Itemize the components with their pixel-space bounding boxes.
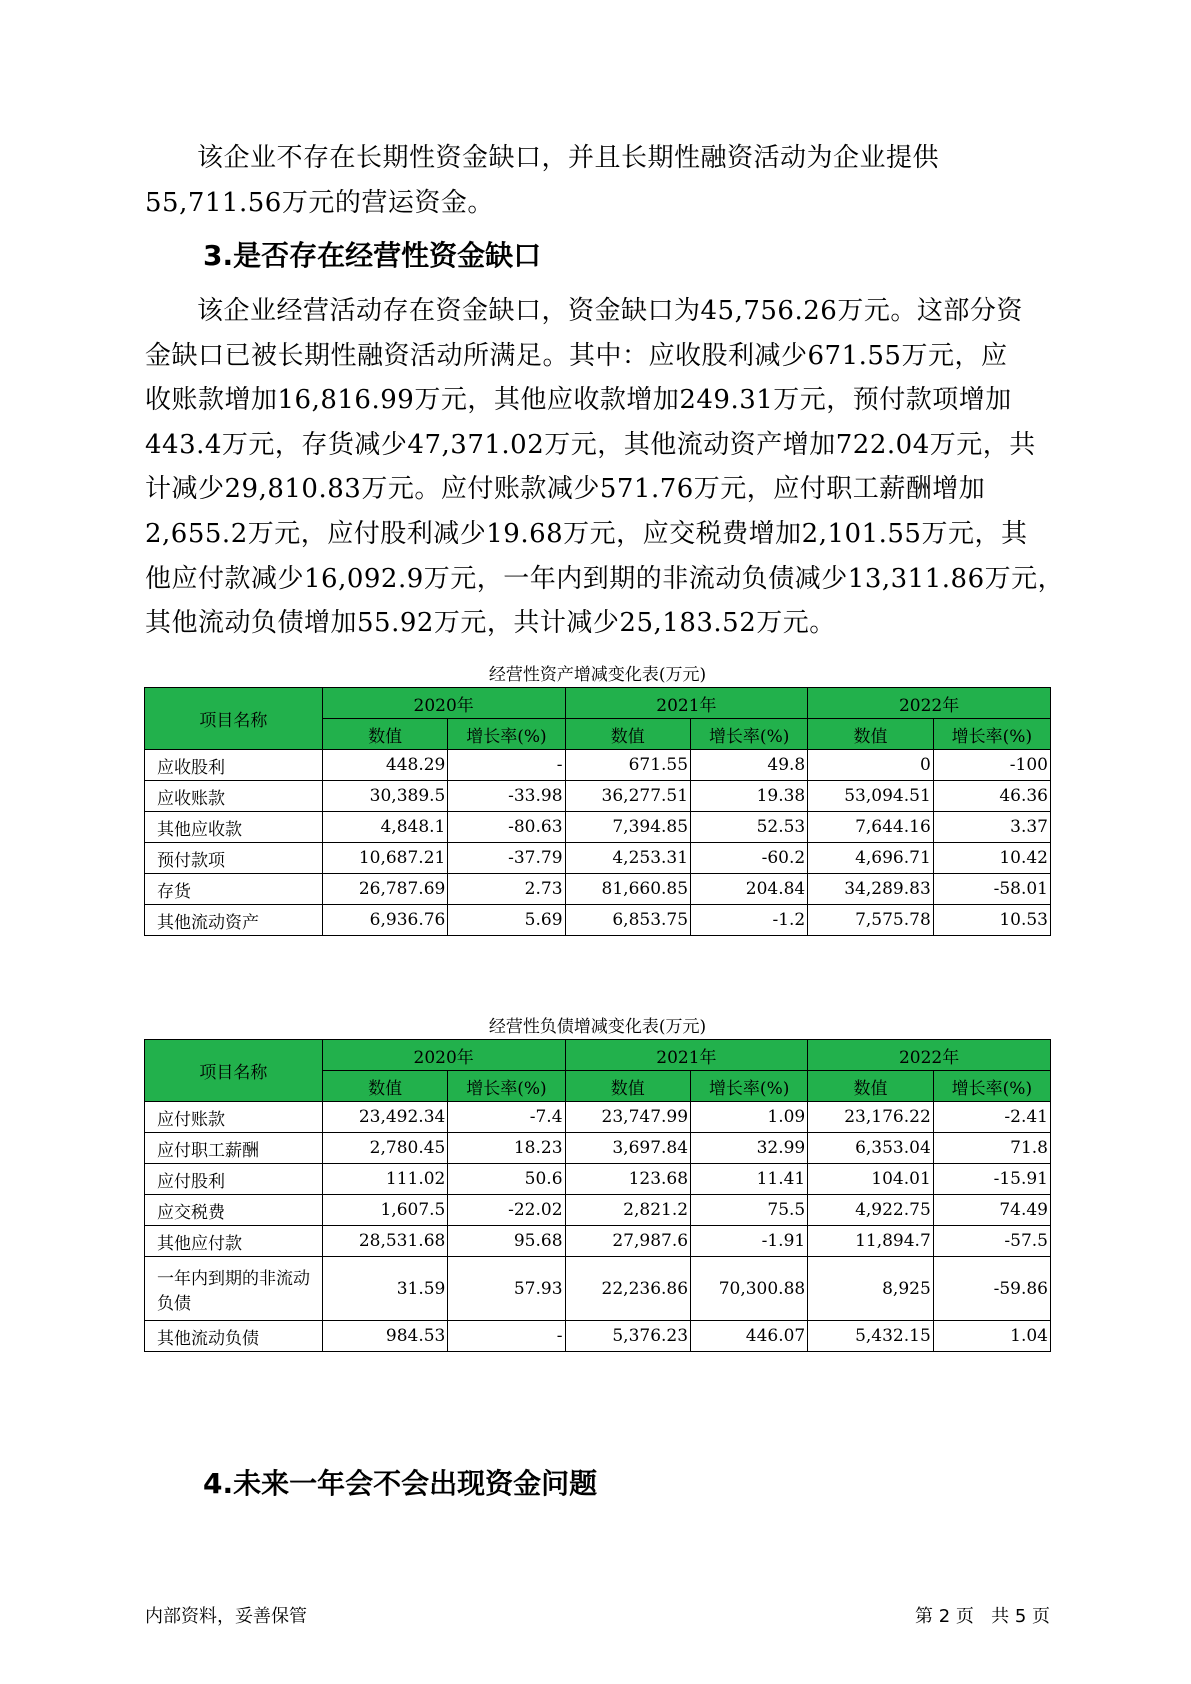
table-row	[145, 1164, 1051, 1195]
cell: 52.53	[691, 812, 808, 843]
row-label: 其他应付款	[145, 1226, 323, 1257]
table-row	[145, 874, 1051, 905]
cell: -80.63	[448, 812, 565, 843]
cell: 2.73	[448, 874, 565, 905]
cell: -22.02	[448, 1195, 565, 1226]
cell: 81,660.85	[565, 874, 691, 905]
paragraph-line: 其他流动负债增加55.92万元，共计减少25,183.52万元。	[145, 608, 836, 639]
row-label: 其他应收款	[145, 812, 323, 843]
table-row	[145, 1195, 1051, 1226]
subheader-rate: 增长率(%)	[448, 1071, 565, 1102]
year-header: 2022年	[808, 688, 1051, 719]
paragraph-long-term	[145, 136, 1050, 225]
cell: 22,236.86	[565, 1257, 691, 1321]
row-label: 其他流动负债	[145, 1321, 323, 1352]
cell: 6,353.04	[808, 1133, 934, 1164]
year-header: 2020年	[322, 688, 565, 719]
cell: 4,848.1	[322, 812, 448, 843]
cell: 11.41	[691, 1164, 808, 1195]
cell: 5,432.15	[808, 1321, 934, 1352]
cell: 70,300.88	[691, 1257, 808, 1321]
row-label: 其他流动资产	[145, 905, 323, 936]
cell: 0	[808, 750, 934, 781]
subheader-rate: 增长率(%)	[933, 1071, 1050, 1102]
table-caption: 经营性资产增减变化表(万元)	[488, 665, 707, 685]
column-header-item-name: 项目名称	[145, 1040, 323, 1102]
cell: 36,277.51	[565, 781, 691, 812]
cell: 7,644.16	[808, 812, 934, 843]
subheader-value: 数值	[565, 719, 691, 750]
year-header: 2020年	[322, 1040, 565, 1071]
cell: 204.84	[691, 874, 808, 905]
section-heading-4: 4.未来一年会不会出现资金问题	[203, 1467, 598, 1500]
cell: 23,176.22	[808, 1102, 934, 1133]
cell: 448.29	[322, 750, 448, 781]
paragraph-line: 443.4万元，存货减少47,371.02万元，其他流动资产增加722.04万元，共	[145, 429, 1036, 460]
table-row	[145, 781, 1051, 812]
cell: 18.23	[448, 1133, 565, 1164]
paragraph-line: 该企业不存在长期性资金缺口，并且长期性融资活动为企业提供	[197, 143, 940, 173]
cell: 123.68	[565, 1164, 691, 1195]
cell: 7,575.78	[808, 905, 934, 936]
cell: 19.38	[691, 781, 808, 812]
cell: 5,376.23	[565, 1321, 691, 1352]
section-heading-3: 3.是否存在经营性资金缺口	[203, 239, 542, 272]
cell: 2,780.45	[322, 1133, 448, 1164]
table-row	[145, 905, 1051, 936]
cell: 6,853.75	[565, 905, 691, 936]
cell: 671.55	[565, 750, 691, 781]
cell: 3,697.84	[565, 1133, 691, 1164]
cell: 10.42	[933, 843, 1050, 874]
subheader-rate: 增长率(%)	[691, 719, 808, 750]
table-row	[145, 1102, 1051, 1133]
year-header: 2022年	[808, 1040, 1051, 1071]
cell: 57.93	[448, 1257, 565, 1321]
row-label: 应付股利	[145, 1164, 323, 1195]
cell: 104.01	[808, 1164, 934, 1195]
cell: -	[448, 750, 565, 781]
cell: 8,925	[808, 1257, 934, 1321]
subheader-value: 数值	[322, 1071, 448, 1102]
cell: 34,289.83	[808, 874, 934, 905]
paragraph-line: 计减少29,810.83万元。应付账款减少571.76万元，应付职工薪酬增加	[145, 474, 986, 505]
table-row	[145, 843, 1051, 874]
table-row	[145, 1321, 1051, 1352]
cell: 6,936.76	[322, 905, 448, 936]
cell: -59.86	[933, 1257, 1050, 1321]
cell: 10,687.21	[322, 843, 448, 874]
cell: 71.8	[933, 1133, 1050, 1164]
cell: -15.91	[933, 1164, 1050, 1195]
cell: -58.01	[933, 874, 1050, 905]
cell: -100	[933, 750, 1050, 781]
row-label: 应交税费	[145, 1195, 323, 1226]
cell: 1.09	[691, 1102, 808, 1133]
cell: 27,987.6	[565, 1226, 691, 1257]
cell: 26,787.69	[322, 874, 448, 905]
cell: 4,696.71	[808, 843, 934, 874]
cell: -37.79	[448, 843, 565, 874]
table-row	[145, 1257, 1051, 1321]
cell: 75.5	[691, 1195, 808, 1226]
cell: 53,094.51	[808, 781, 934, 812]
cell: 28,531.68	[322, 1226, 448, 1257]
row-label: 预付款项	[145, 843, 323, 874]
cell: 1.04	[933, 1321, 1050, 1352]
cell: 10.53	[933, 905, 1050, 936]
table-row	[145, 1226, 1051, 1257]
cell: 4,253.31	[565, 843, 691, 874]
paragraph-line: 该企业经营活动存在资金缺口，资金缺口为45,756.26万元。这部分资	[197, 296, 1023, 326]
cell: 111.02	[322, 1164, 448, 1195]
table-row	[145, 750, 1051, 781]
operating-liabilities-table	[144, 1039, 1051, 1352]
cell: 984.53	[322, 1321, 448, 1352]
cell: 74.49	[933, 1195, 1050, 1226]
cell: 1,607.5	[322, 1195, 448, 1226]
paragraph-line: 他应付款减少16,092.9万元，一年内到期的非流动负债减少13,311.86万元，	[145, 563, 1065, 594]
page-number: 第 2 页 共 5 页	[915, 1606, 1050, 1627]
cell: -	[448, 1321, 565, 1352]
row-label: 应付职工薪酬	[145, 1133, 323, 1164]
cell: -57.5	[933, 1226, 1050, 1257]
column-header-item-name: 项目名称	[145, 688, 323, 750]
operating-assets-table	[144, 687, 1051, 936]
paragraph-line: 55,711.56万元的营运资金。	[145, 187, 494, 218]
cell: 446.07	[691, 1321, 808, 1352]
cell: 49.8	[691, 750, 808, 781]
subheader-rate: 增长率(%)	[933, 719, 1050, 750]
cell: 31.59	[322, 1257, 448, 1321]
cell: 30,389.5	[322, 781, 448, 812]
year-header: 2021年	[565, 688, 808, 719]
cell: -1.91	[691, 1226, 808, 1257]
cell: 3.37	[933, 812, 1050, 843]
paragraph-operating-gap	[145, 289, 1065, 646]
subheader-rate: 增长率(%)	[448, 719, 565, 750]
year-header: 2021年	[565, 1040, 808, 1071]
cell: -1.2	[691, 905, 808, 936]
cell: -7.4	[448, 1102, 565, 1133]
cell: 5.69	[448, 905, 565, 936]
cell: -33.98	[448, 781, 565, 812]
cell: 4,922.75	[808, 1195, 934, 1226]
subheader-value: 数值	[808, 719, 934, 750]
table-row	[145, 1133, 1051, 1164]
row-label: 存货	[145, 874, 323, 905]
subheader-value: 数值	[808, 1071, 934, 1102]
paragraph-line: 收账款增加16,816.99万元，其他应收款增加249.31万元，预付款项增加	[145, 385, 1012, 416]
paragraph-line: 2,655.2万元，应付股利减少19.68万元，应交税费增加2,101.55万元，其	[145, 518, 1028, 549]
cell: 50.6	[448, 1164, 565, 1195]
cell: 32.99	[691, 1133, 808, 1164]
cell: 2,821.2	[565, 1195, 691, 1226]
row-label: 应付账款	[145, 1102, 323, 1133]
footer-note: 内部资料，妥善保管	[145, 1606, 307, 1627]
row-label: 一年内到期的非流动负债	[145, 1257, 323, 1321]
cell: 46.36	[933, 781, 1050, 812]
cell: 23,492.34	[322, 1102, 448, 1133]
row-label: 应收账款	[145, 781, 323, 812]
cell: 23,747.99	[565, 1102, 691, 1133]
cell: 7,394.85	[565, 812, 691, 843]
subheader-rate: 增长率(%)	[691, 1071, 808, 1102]
cell: -60.2	[691, 843, 808, 874]
table-row	[145, 812, 1051, 843]
cell: -2.41	[933, 1102, 1050, 1133]
row-label: 应收股利	[145, 750, 323, 781]
subheader-value: 数值	[322, 719, 448, 750]
table-caption: 经营性负债增减变化表(万元)	[488, 1017, 707, 1037]
paragraph-line: 金缺口已被长期性融资活动所满足。其中：应收股利减少671.55万元，应	[145, 340, 1008, 371]
subheader-value: 数值	[565, 1071, 691, 1102]
cell: 11,894.7	[808, 1226, 934, 1257]
cell: 95.68	[448, 1226, 565, 1257]
